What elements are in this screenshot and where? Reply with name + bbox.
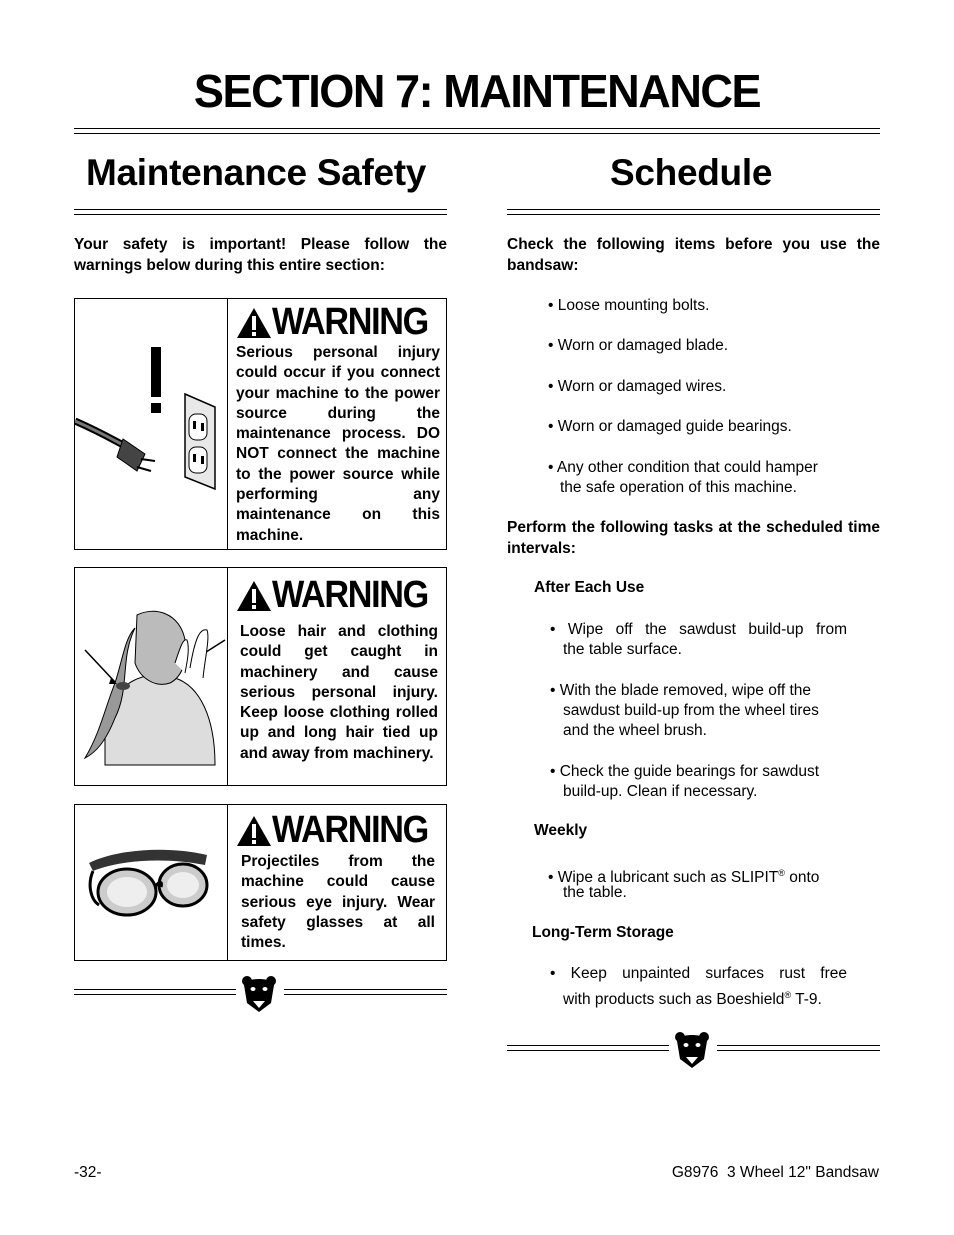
maintenance-safety-heading: Maintenance Safety	[86, 152, 427, 193]
tasks-intro: Perform the following tasks at the scheduled time intervals:	[507, 519, 880, 557]
weekly-heading: Weekly	[534, 822, 588, 839]
check-item: • Loose mounting bolts.	[548, 297, 710, 314]
warning-text-hair: Loose hair and clothing could get caught in machinery and cause serious personal injury. Keep loose clothing rolled up and long hair tied up and away from machinery.	[240, 623, 438, 762]
warning-box-projectiles	[74, 804, 447, 961]
task-item-continued: the table surface.	[563, 641, 682, 658]
section-end-divider	[507, 1031, 880, 1067]
model-name: G8976 3 Wheel 12" Bandsaw	[671, 1164, 879, 1181]
warning-text-power: Serious personal injury could occur if you connect your machine to the power source during the maintenance process. DO NOT connect the machine to the power source while performing any maintenance on this machine.	[236, 344, 440, 544]
section-end-divider	[74, 975, 447, 1011]
schedule-heading: Schedule	[610, 152, 773, 193]
page-number: -32-	[74, 1164, 102, 1181]
warning-label: WARNING	[272, 809, 428, 851]
warning-triangle-icon	[236, 307, 272, 339]
warning-banner	[236, 809, 441, 851]
check-item: • Worn or damaged wires.	[548, 378, 727, 395]
task-item-continued: build-up. Clean if necessary.	[563, 783, 758, 800]
plug-outlet-illustration	[75, 299, 227, 549]
check-item: • Worn or damaged blade.	[548, 337, 729, 354]
warning-box-power	[74, 298, 447, 550]
warning-divider	[227, 805, 228, 960]
warning-text-projectiles: Projectiles from the machine could cause serious eye injury. Wear safety glasses at all times.	[241, 853, 435, 952]
warning-triangle-icon	[236, 580, 272, 612]
task-item: • Check the guide bearings for sawdust	[550, 763, 820, 780]
right-heading-rule	[507, 209, 880, 215]
warning-label: WARNING	[272, 301, 428, 343]
task-item-continued: sawdust build-up from the wheel tires	[563, 702, 819, 719]
warning-divider	[227, 568, 228, 785]
warning-banner	[236, 574, 441, 616]
long-term-storage-heading: Long-Term Storage	[532, 924, 674, 941]
check-item: • Any other condition that could hamper	[548, 459, 818, 476]
bear-logo-icon	[674, 1031, 710, 1069]
task-item: • Wipe off the sawdust build-up from	[550, 621, 847, 638]
weekly-item: • Wipe a lubricant such as SLIPIT® onto	[548, 868, 820, 887]
bear-logo-icon	[241, 975, 277, 1013]
storage-item-continued: with products such as Boeshield® T-9.	[563, 990, 822, 1009]
warning-label: WARNING	[272, 574, 428, 616]
check-item-continued: the safe operation of this machine.	[560, 479, 797, 496]
task-item-continued: and the wheel brush.	[563, 722, 707, 739]
after-each-use-heading: After Each Use	[534, 579, 645, 596]
safety-glasses-illustration	[75, 805, 227, 960]
left-heading-rule	[74, 209, 447, 215]
storage-item: • Keep unpainted surfaces rust free	[550, 965, 847, 982]
task-item: • With the blade removed, wipe off the	[550, 682, 812, 699]
warning-box-hair	[74, 567, 447, 786]
warning-divider	[227, 299, 228, 549]
check-item: • Worn or damaged guide bearings.	[548, 418, 792, 435]
person-long-hair-illustration	[75, 568, 227, 785]
section-title-rule	[74, 128, 880, 134]
schedule-intro: Check the following items before you use the bandsaw:	[507, 236, 880, 274]
weekly-item-continued: the table.	[563, 884, 627, 901]
warning-banner	[236, 301, 441, 343]
warning-triangle-icon	[236, 815, 272, 847]
safety-intro: Your safety is important! Please follow the warnings below during this entire section:	[74, 236, 447, 274]
section-title: SECTION 7: MAINTENANCE	[193, 65, 761, 117]
